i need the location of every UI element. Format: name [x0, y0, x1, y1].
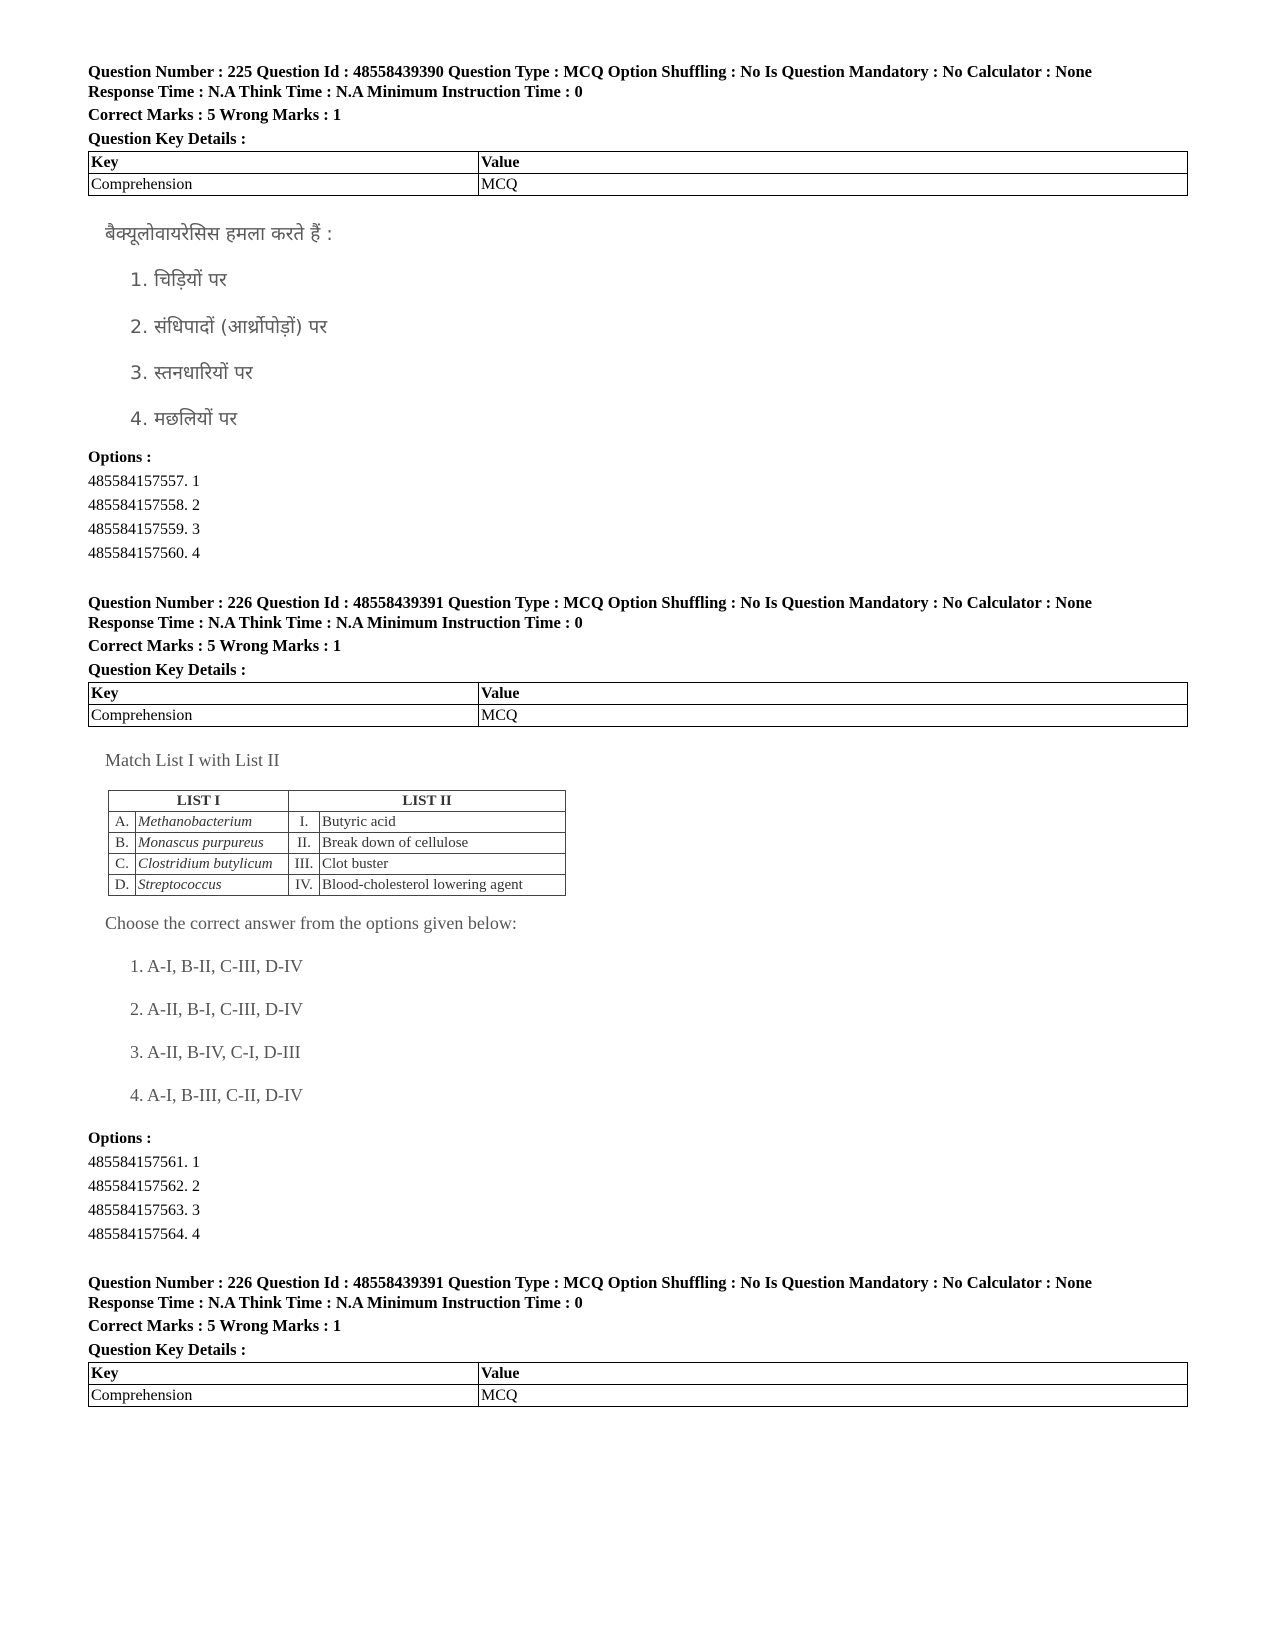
stem-choice-4: 4. मछलियों पर	[130, 408, 238, 430]
option-2: 485584157562. 2	[88, 1178, 200, 1195]
stem-choice-2: 2. A-II, B-I, C-III, D-IV	[130, 999, 303, 1019]
question-225-header	[88, 62, 1188, 196]
stem-choice-1: 1. चिड़ियों पर	[130, 269, 227, 291]
stem-prompt: Match List I with List II	[105, 750, 280, 770]
list2-label: I.	[289, 812, 320, 833]
list1-label: A.	[109, 812, 136, 833]
question-meta-line1: Question Number : 225 Question Id : 48558439390 Question Type : MCQ Option Shuffling : No Is Question Mandatory : No Calculator : None	[88, 62, 1092, 81]
key-details-table	[88, 151, 1188, 196]
list1-header: LIST I	[109, 791, 289, 812]
key-details-table	[88, 682, 1188, 727]
list2-label: III.	[289, 854, 320, 875]
marks-line: Correct Marks : 5 Wrong Marks : 1	[88, 105, 342, 124]
key-cell: Comprehension	[89, 174, 479, 196]
key-details-label: Question Key Details :	[88, 659, 247, 679]
option-1: 485584157557. 1	[88, 473, 200, 490]
key-details-label: Question Key Details :	[88, 1339, 247, 1359]
list2-item: Butyric acid	[320, 812, 566, 833]
option-4: 485584157560. 4	[88, 545, 200, 562]
marks-line: Correct Marks : 5 Wrong Marks : 1	[88, 1316, 342, 1335]
question-meta-line2: Response Time : N.A Think Time : N.A Minimum Instruction Time : 0	[88, 81, 583, 101]
option-3: 485584157559. 3	[88, 521, 200, 538]
value-cell: MCQ	[479, 174, 1188, 196]
key-cell: Comprehension	[89, 705, 479, 727]
question-225-stem	[105, 220, 505, 440]
stem-choice-3: 3. स्तनधारियों पर	[130, 362, 253, 384]
list1-item: Streptococcus	[136, 875, 289, 896]
list2-item: Blood-cholesterol lowering agent	[320, 875, 566, 896]
value-header: Value	[479, 1363, 1188, 1385]
list2-header: LIST II	[289, 791, 566, 812]
match-row	[109, 812, 566, 833]
match-row	[109, 833, 566, 854]
question-226-options	[88, 1127, 200, 1247]
stem-instruction: Choose the correct answer from the options given below:	[105, 913, 517, 933]
option-3: 485584157563. 3	[88, 1202, 200, 1219]
question-meta-line1: Question Number : 226 Question Id : 48558439391 Question Type : MCQ Option Shuffling : No Is Question Mandatory : No Calculator : None	[88, 1273, 1092, 1292]
value-header: Value	[479, 152, 1188, 174]
list1-label: C.	[109, 854, 136, 875]
list1-item: Monascus purpureus	[136, 833, 289, 854]
list1-item: Clostridium butylicum	[136, 854, 289, 875]
option-2: 485584157558. 2	[88, 497, 200, 514]
list1-label: D.	[109, 875, 136, 896]
question-225-options	[88, 446, 200, 566]
list2-label: II.	[289, 833, 320, 854]
stem-choice-2: 2. संधिपादों (आर्थ्रोपोड़ों) पर	[130, 316, 328, 338]
question-meta-line2: Response Time : N.A Think Time : N.A Minimum Instruction Time : 0	[88, 1292, 583, 1312]
stem-choice-4: 4. A-I, B-III, C-II, D-IV	[130, 1085, 303, 1105]
list2-item: Clot buster	[320, 854, 566, 875]
stem-choice-3: 3. A-II, B-IV, C-I, D-III	[130, 1042, 301, 1062]
marks-line: Correct Marks : 5 Wrong Marks : 1	[88, 636, 342, 655]
option-1: 485584157561. 1	[88, 1154, 200, 1171]
key-header: Key	[89, 152, 479, 174]
key-header: Key	[89, 683, 479, 705]
value-cell: MCQ	[479, 1385, 1188, 1407]
list2-label: IV.	[289, 875, 320, 896]
options-label: Options :	[88, 1130, 152, 1147]
list1-label: B.	[109, 833, 136, 854]
match-row	[109, 854, 566, 875]
option-4: 485584157564. 4	[88, 1226, 200, 1243]
stem-choice-1: 1. A-I, B-II, C-III, D-IV	[130, 956, 303, 976]
question-226b-header	[88, 1273, 1188, 1407]
value-cell: MCQ	[479, 705, 1188, 727]
key-cell: Comprehension	[89, 1385, 479, 1407]
stem-prompt: बैक्यूलोवायरेसिस हमला करते हैं :	[105, 223, 333, 245]
question-meta-line1: Question Number : 226 Question Id : 48558439391 Question Type : MCQ Option Shuffling : No Is Question Mandatory : No Calculator : None	[88, 593, 1092, 612]
list2-item: Break down of cellulose	[320, 833, 566, 854]
key-details-label: Question Key Details :	[88, 128, 247, 148]
list1-item: Methanobacterium	[136, 812, 289, 833]
match-row	[109, 875, 566, 896]
key-details-table	[88, 1362, 1188, 1407]
match-list-table	[108, 790, 566, 896]
question-meta-line2: Response Time : N.A Think Time : N.A Minimum Instruction Time : 0	[88, 612, 583, 632]
value-header: Value	[479, 683, 1188, 705]
key-header: Key	[89, 1363, 479, 1385]
options-label: Options :	[88, 449, 152, 466]
question-226-header	[88, 593, 1188, 727]
